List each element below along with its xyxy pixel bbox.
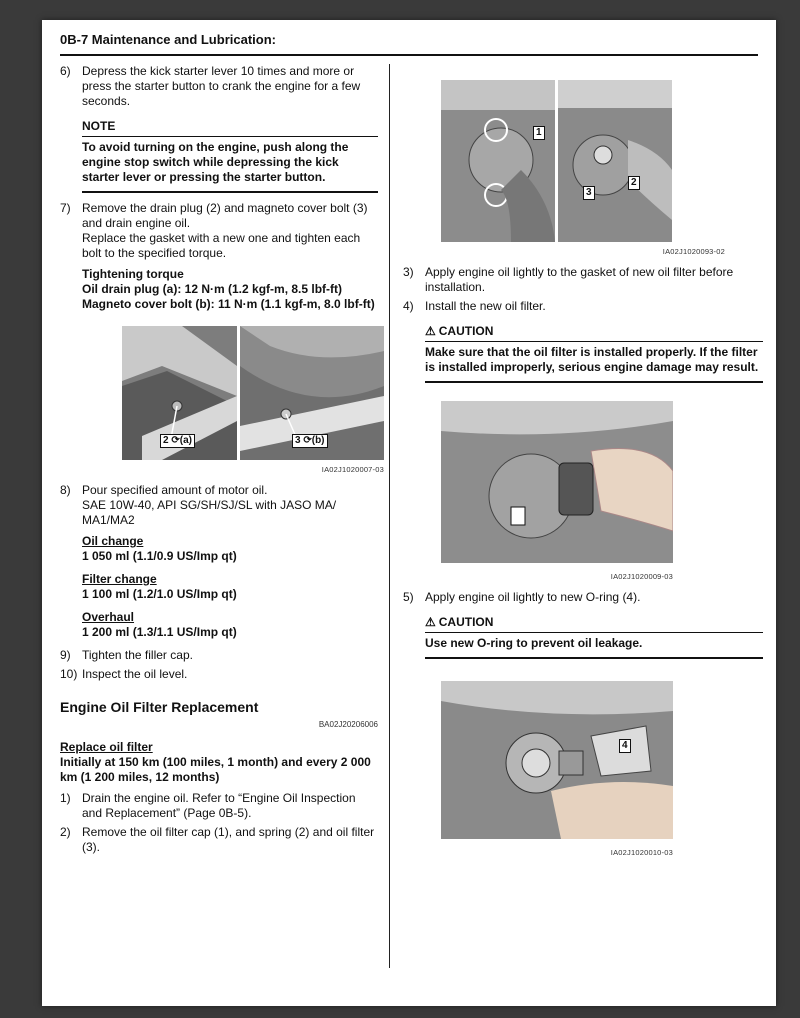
step-number: 6) xyxy=(60,64,71,78)
caution-body: Make sure that the oil filter is installed properly. If the filter is installed improperly, serious engine damage may result. xyxy=(425,342,763,383)
step-text: Tighten the filler cap. xyxy=(82,648,193,662)
page-header: 0B-7 Maintenance and Lubrication: xyxy=(60,32,758,56)
figure-caption: IA02J1020093-02 xyxy=(662,247,725,256)
caution-body: Use new O-ring to prevent oil leakage. xyxy=(425,633,763,659)
figure-caption: IA02J1020010-03 xyxy=(610,848,673,857)
callout-2: 2 ⟳(a) xyxy=(160,434,195,448)
overhaul-heading: Overhaul xyxy=(82,610,135,624)
section-title: Engine Oil Filter Replacement xyxy=(60,699,259,715)
step-number: 9) xyxy=(60,648,71,662)
step-text: Pour specified amount of motor oil. xyxy=(82,483,268,497)
step-6 xyxy=(60,64,378,109)
step-text: Remove the drain plug (2) and magneto cover bolt (3) and drain engine oil. xyxy=(82,201,368,230)
callout-3: 3 xyxy=(583,186,595,200)
note-heading: NOTE xyxy=(82,119,378,137)
callout-1: 1 xyxy=(533,126,545,140)
step-text: Depress the kick starter lever 10 times and more or press the starter button to crank the engine for a few seconds. xyxy=(82,64,361,108)
replace-interval: Initially at 150 km (100 miles, 1 month) and every 2 000 km (1 200 miles, 12 months) xyxy=(60,755,371,784)
figure-filter-cap xyxy=(441,80,725,259)
figure-oring xyxy=(441,681,673,860)
torque-magneto-bolt: Magneto cover bolt (b): 11 N·m (1.1 kgf-m, 8.0 lbf-ft) xyxy=(82,297,375,311)
replace-heading: Replace oil filter xyxy=(60,740,153,754)
figure-drain-plug xyxy=(122,326,384,477)
step-10 xyxy=(60,667,378,682)
step-number: 8) xyxy=(60,483,71,497)
step-8 xyxy=(60,483,378,528)
step-4 xyxy=(403,299,763,314)
overhaul-value: 1 200 ml (1.3/1.1 US/Imp qt) xyxy=(82,625,237,639)
step-number: 5) xyxy=(403,590,414,604)
step-number: 7) xyxy=(60,201,71,215)
torque-heading: Tightening torque xyxy=(82,267,184,281)
replace-oil-filter xyxy=(60,740,378,785)
column-divider xyxy=(389,64,390,968)
step-text: SAE 10W-40, API SG/SH/SJ/SL with JASO MA/ MA1/MA2 xyxy=(82,498,337,527)
step-text: Inspect the oil level. xyxy=(82,667,188,681)
caution-heading: ⚠ CAUTION xyxy=(425,615,763,633)
filter-change-spec xyxy=(82,572,378,602)
left-column xyxy=(60,64,384,859)
warning-icon: ⚠ xyxy=(425,615,436,629)
filter-change-heading: Filter change xyxy=(82,572,157,586)
oil-change-value: 1 050 ml (1.1/0.9 US/Imp qt) xyxy=(82,549,237,563)
callout-2: 2 xyxy=(628,176,640,190)
right-column xyxy=(403,80,763,866)
figure-caption: IA02J1020007-03 xyxy=(321,465,384,474)
oil-change-heading: Oil change xyxy=(82,534,144,548)
step-number: 1) xyxy=(60,791,71,805)
callout-4: 4 xyxy=(619,739,631,753)
step-number: 4) xyxy=(403,299,414,313)
step-5 xyxy=(403,590,763,605)
step-text: Drain the engine oil. Refer to “Engine Oil Inspection and Replacement” (Page 0B-5). xyxy=(82,791,356,820)
manual-page xyxy=(42,20,776,1006)
step-text: Apply engine oil lightly to the gasket of new oil filter before installation. xyxy=(425,265,734,294)
step-number: 2) xyxy=(60,825,71,839)
figure-caption: IA02J1020009-03 xyxy=(610,572,673,581)
warning-icon: ⚠ xyxy=(425,324,436,338)
filter-change-value: 1 100 ml (1.2/1.0 US/Imp qt) xyxy=(82,587,237,601)
photo-install-filter xyxy=(441,401,673,563)
replace-step-1 xyxy=(60,791,378,821)
caution-box-1 xyxy=(425,324,763,383)
caution-box-2 xyxy=(425,615,763,659)
photo-filter-removed xyxy=(558,80,672,242)
tightening-torque xyxy=(82,267,378,312)
torque-drain-plug: Oil drain plug (a): 12 N·m (1.2 kgf-m, 8.5 lbf-ft) xyxy=(82,282,343,296)
photo-oring xyxy=(441,681,673,839)
section-code: BA02J20206006 xyxy=(318,720,378,729)
step-7 xyxy=(60,201,378,261)
note-box xyxy=(82,119,378,193)
caution-heading: ⚠ CAUTION xyxy=(425,324,763,342)
step-9 xyxy=(60,648,378,663)
replace-step-2 xyxy=(60,825,378,855)
step-3 xyxy=(403,265,763,295)
step-text: Install the new oil filter. xyxy=(425,299,546,313)
callout-3: 3 ⟳(b) xyxy=(292,434,328,448)
photo-filter-cap xyxy=(441,80,555,242)
step-number: 3) xyxy=(403,265,414,279)
overhaul-spec xyxy=(82,610,378,640)
figure-install-filter xyxy=(441,401,673,584)
note-body: To avoid turning on the engine, push along the engine stop switch while depressing the kick starter lever or pressing the starter button. xyxy=(82,137,378,193)
step-text: Apply engine oil lightly to new O-ring (4). xyxy=(425,590,641,604)
oil-change-spec xyxy=(82,534,378,564)
step-text: Remove the oil filter cap (1), and spring (2) and oil filter (3). xyxy=(82,825,375,854)
step-text: Replace the gasket with a new one and tighten each bolt to the specified torque. xyxy=(82,231,361,260)
step-number: 10) xyxy=(60,667,78,681)
